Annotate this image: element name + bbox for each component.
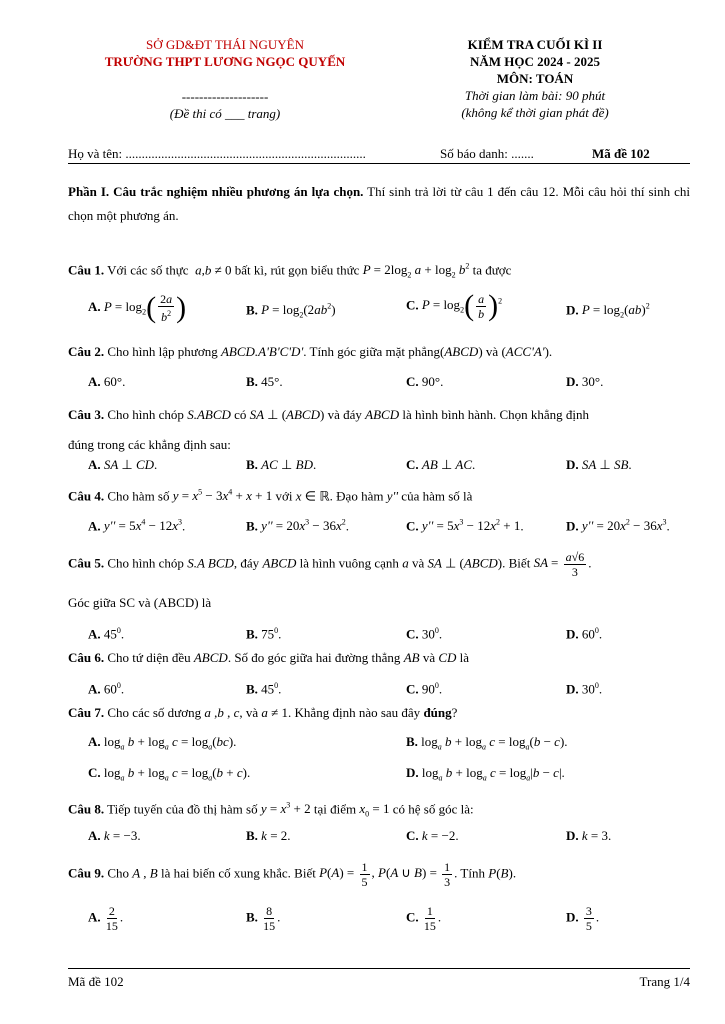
math-expression: S.ABCD <box>187 407 231 422</box>
q9-option-a[interactable]: A. $\frac{2}{15}$ . <box>88 904 124 933</box>
math-expression: $x_0 = 1$ <box>359 801 390 819</box>
math-expression: a ,b , c <box>204 705 240 720</box>
q9-option-b[interactable]: B. $\frac{8}{15}$ . <box>246 904 281 933</box>
question-emphasis: đúng <box>423 705 452 720</box>
math-expression: x ∈ ℝ <box>295 488 330 504</box>
question-text: . <box>548 344 553 359</box>
option-key: C. <box>406 374 419 389</box>
q2-option-c[interactable]: C. 90°. <box>406 374 444 389</box>
math-expression: a <box>402 555 409 571</box>
part1-instructions <box>68 180 690 228</box>
option-key: B. <box>246 681 258 697</box>
question-text: là hình bình hành. Chọn khẳng định <box>399 407 590 422</box>
math-expression: SA = $\frac{a√6}{3}$ <box>533 550 585 579</box>
q9-option-c[interactable]: C. $\frac{1}{15}$ . <box>406 904 442 933</box>
question-text: Cho tứ diện đều <box>104 650 194 665</box>
option-key: C. <box>406 518 419 534</box>
option-key: A. <box>88 734 101 749</box>
question-text: Cho hình lập phương <box>104 344 221 359</box>
question-8 <box>68 797 690 824</box>
question-text: Cho hình chóp <box>104 407 188 422</box>
math-expression: ABCD <box>365 407 400 422</box>
math-expression: a,b ≠ 0 <box>191 262 232 278</box>
department-name: SỞ GD&ĐT THÁI NGUYÊN <box>145 37 305 52</box>
q4-option-c[interactable]: C. $y'' = 5x^3 - 12x^2 + 1$. <box>406 518 524 534</box>
question-text: ta được <box>472 262 512 278</box>
option-key: C. <box>406 626 419 642</box>
question-label: Câu 6. <box>68 650 105 665</box>
question-7 <box>68 704 690 722</box>
option-key: C. <box>406 681 419 697</box>
question-6 <box>68 649 690 667</box>
question-text: của hàm số là <box>398 488 473 504</box>
student-id-field: Số báo danh: ....... <box>440 146 534 161</box>
option-key: C. <box>406 457 419 472</box>
question-text: và <box>408 555 428 571</box>
student-name-field: Họ và tên: .......................................................................... <box>68 146 366 161</box>
duration: Thời gian làm bài: 90 phút <box>464 88 606 103</box>
question-text: ? <box>451 705 458 720</box>
math-expression: S.A BCD <box>187 555 234 571</box>
question-9: Câu 9. Cho A , B là hai biến cố xung khắc. Biết P(A) = $\frac{1}{5}$ , P(A ∪ B) = $\frac{1}{3}$ . Tính P(B). <box>68 860 517 889</box>
footer-exam-code: Mã đề 102 <box>68 974 124 989</box>
math-expression: (ACC'A') <box>501 344 549 359</box>
math-expression: AB <box>403 650 420 665</box>
option-key: B. <box>406 734 418 749</box>
q5-option-a[interactable]: A. $45^0$. <box>88 626 125 642</box>
question-text: và <box>419 650 439 665</box>
question-text: có <box>230 407 250 422</box>
option-key: A. <box>88 374 101 389</box>
question-text: tại điểm <box>310 801 360 817</box>
option-key: D. <box>566 302 579 318</box>
q6-option-a[interactable]: A. $60^0$. <box>88 681 125 697</box>
q3-option-c[interactable]: C. AB ⊥ AC. <box>406 457 476 472</box>
q4-option-d[interactable]: D. $y'' = 20x^2 - 36x^3$. <box>566 518 670 534</box>
q8-option-b[interactable]: B. k = 2. <box>246 828 291 843</box>
question-text: với <box>272 488 296 504</box>
question-text: . Khẳng định nào sau đây <box>288 705 424 720</box>
question-label: Câu 9. <box>68 865 105 881</box>
option-key: B. <box>246 828 258 843</box>
q6-option-c[interactable]: C. $90^0$. <box>406 681 443 697</box>
question-text: đúng trong các khẳng định sau: <box>68 437 231 452</box>
math-expression: $P = \log_2$( $\frac{a}{b}$ )$^2$ <box>421 289 503 323</box>
option-key: D. <box>566 457 579 472</box>
option-key: B. <box>246 302 258 318</box>
q1-option-b[interactable] <box>246 298 336 325</box>
question-4 <box>68 484 690 505</box>
option-key: A. <box>88 518 101 534</box>
question-text: Cho hình chóp <box>104 555 188 571</box>
math-expression: $y = x^5 - 3x^4 + x + 1$ <box>172 488 273 504</box>
q7-option-d[interactable]: D. $\log_a b + \log_a c = \log_a|b - c|$. <box>406 765 565 783</box>
q4-option-a[interactable]: A. $y'' = 5x^4 - 12x^3$. <box>88 518 186 534</box>
question-3 <box>68 400 690 460</box>
option-key: D. <box>566 374 579 389</box>
option-key: A. <box>88 298 101 314</box>
question-text: và đáy <box>324 407 366 422</box>
math-expression: $P = \log_2(2ab^2)$ <box>261 302 336 320</box>
q8-option-c[interactable]: C. k = −2. <box>406 828 459 843</box>
question-text: . Tính góc giữa mặt phẳng <box>303 344 441 359</box>
option-key: A. <box>88 909 101 925</box>
q2-option-d[interactable]: D. 30°. <box>566 374 604 389</box>
q2-option-a[interactable]: A. 60°. <box>88 374 126 389</box>
option-key: D. <box>566 909 579 925</box>
question-label: Câu 5. <box>68 555 105 571</box>
question-text: là hình vuông cạnh <box>296 555 403 571</box>
question-text: . Số đo góc giữa hai đường thẳng <box>227 650 404 665</box>
question-text: Cho hàm số <box>104 488 173 504</box>
question-text: . Biết <box>502 555 534 571</box>
math-expression: (ABCD) <box>440 344 483 359</box>
page-footer <box>68 968 690 989</box>
question-5: Câu 5. Cho hình chóp S.A BCD, đáy ABCD là hình vuông cạnh a và SA ⊥ (ABCD). Biết SA = $\frac{a√6}{3}$ . <box>68 550 592 579</box>
q7-option-a[interactable]: A. $\log_a b + \log_a c = \log_a(bc)$. <box>88 734 237 752</box>
math-expression: a ≠ 1 <box>261 705 289 720</box>
math-expression: ABCD <box>193 650 228 665</box>
question-1 <box>68 258 690 285</box>
school-name: TRƯỜNG THPT LƯƠNG NGỌC QUYẾN <box>104 54 346 69</box>
option-key: B. <box>246 909 258 925</box>
q8-option-d[interactable]: D. k = 3. <box>566 828 612 843</box>
question-text: là <box>198 595 212 610</box>
question-label: Câu 2. <box>68 344 105 359</box>
math-expression: y'' <box>386 488 399 504</box>
q6-option-b[interactable]: B. $45^0$. <box>246 681 282 697</box>
math-expression: $y = x^3 + 2$ <box>260 801 311 817</box>
student-info-line <box>68 146 690 164</box>
math-expression: ABCD.A'B'C'D' <box>220 344 304 359</box>
math-expression: $P = \log_2(ab)^2$ <box>581 302 650 320</box>
option-key: A. <box>88 681 101 697</box>
question-text: Cho <box>104 865 133 881</box>
part1-title: Phần I. Câu trắc nghiệm nhiều phương án lựa chọn. <box>68 184 364 199</box>
option-key: A. <box>88 457 101 472</box>
q6-option-d[interactable]: D. $30^0$. <box>566 681 603 697</box>
question-text: , đáy <box>233 555 263 571</box>
question-label: Câu 8. <box>68 801 105 817</box>
q3-option-d[interactable]: D. SA ⊥ SB. <box>566 457 632 472</box>
option-key: D. <box>566 828 579 843</box>
question-text: bất kì, rút gọn biểu thức <box>234 262 363 278</box>
option-key: A. <box>88 828 101 843</box>
q2-option-b[interactable]: B. 45°. <box>246 374 283 389</box>
question-text: Góc giữa SC và <box>68 595 154 610</box>
question-label: Câu 1. <box>68 262 105 278</box>
part1-text: Thí sinh trả lời từ câu 1 đến câu 12. Mỗi câu hỏi thí sinh chỉ chọn một phương án. <box>68 184 690 223</box>
duration-note: (không kể thời gian phát đề) <box>461 105 609 120</box>
question-text: , và <box>239 705 262 720</box>
option-key: B. <box>246 518 258 534</box>
question-text: Cho các số dương <box>104 705 205 720</box>
school-year: NĂM HỌC 2024 - 2025 <box>470 54 600 69</box>
question-label: Câu 3. <box>68 407 105 422</box>
question-text: và <box>482 344 502 359</box>
option-key: C. <box>88 765 101 780</box>
math-expression: ABCD <box>262 555 297 571</box>
option-key: B. <box>246 626 258 642</box>
subject: MÔN: TOÁN <box>496 71 574 86</box>
question-text: Tiếp tuyến của đồ thị hàm số <box>104 801 261 817</box>
q1-option-c[interactable] <box>406 289 503 323</box>
option-key: C. <box>406 297 419 313</box>
math-expression: $P = \log_2$( $\frac{2a}{b^2}$ ) <box>103 291 187 324</box>
q8-option-a[interactable]: A. k = −3. <box>88 828 141 843</box>
option-key: D. <box>566 626 579 642</box>
q7-option-b[interactable]: B. $\log_a b + \log_a c = \log_a(b - c)$. <box>406 734 568 752</box>
question-text: . Đạo hàm <box>329 488 387 504</box>
math-expression: $P = 2\log_2$ $a + \log_2 b^2$ <box>362 262 470 280</box>
question-label: Câu 4. <box>68 488 105 504</box>
math-expression: SA ⊥ (ABCD) <box>249 407 325 422</box>
q3-option-b[interactable]: B. AC ⊥ BD. <box>246 457 317 472</box>
question-label: Câu 7. <box>68 705 105 720</box>
option-key: C. <box>406 909 419 925</box>
math-expression: (ABCD) <box>153 595 199 610</box>
exam-code: Mã đề 102 <box>592 146 650 161</box>
math-expression: CD <box>438 650 457 665</box>
math-expression: A , B <box>132 865 158 881</box>
math-expression: P(B) <box>488 865 513 881</box>
option-key: B. <box>246 457 258 472</box>
separator-dashes: -------------------- <box>181 89 269 104</box>
question-text: Với các số thực <box>104 262 192 278</box>
q1-option-d[interactable] <box>566 298 650 325</box>
q5-option-c[interactable]: C. $30^0$. <box>406 626 443 642</box>
q7-option-c[interactable]: C. $\log_a b + \log_a c = \log_a(b + c)$. <box>88 765 251 783</box>
page-count-note: (Đề thi có ___ trang) <box>169 106 281 121</box>
option-key: B. <box>246 374 258 389</box>
option-key: C. <box>406 828 419 843</box>
question-text: . Tính <box>454 865 489 881</box>
header-right <box>420 36 650 121</box>
q5-option-d[interactable]: D. $60^0$. <box>566 626 603 642</box>
q9-option-d[interactable]: D. $\frac{3}{5}$ . <box>566 904 600 933</box>
option-key: D. <box>406 765 419 780</box>
option-key: A. <box>88 626 101 642</box>
q5-option-b[interactable]: B. $75^0$. <box>246 626 282 642</box>
exam-title: KIỂM TRA CUỐI KÌ II <box>467 37 603 52</box>
question-text: là hai biến cố xung khắc. Biết <box>157 865 320 881</box>
q4-option-b[interactable]: B. $y'' = 20x^3 - 36x^2$. <box>246 518 350 534</box>
option-key: D. <box>566 518 579 534</box>
question-2 <box>68 343 690 361</box>
question-5-continued <box>68 594 690 612</box>
footer-page-number: Trang 1/4 <box>639 974 690 989</box>
header-left <box>90 36 360 122</box>
math-expression: P(A) = $\frac{1}{5}$ , P(A ∪ B) = $\frac{1}{3}$ <box>319 860 451 889</box>
option-key: D. <box>566 681 579 697</box>
math-expression: SA ⊥ (ABCD) <box>427 555 503 571</box>
q3-option-a[interactable]: A. SA ⊥ CD. <box>88 457 158 472</box>
question-text: là <box>456 650 470 665</box>
question-text: có hệ số góc là: <box>389 801 474 817</box>
q1-option-a[interactable] <box>88 292 186 324</box>
